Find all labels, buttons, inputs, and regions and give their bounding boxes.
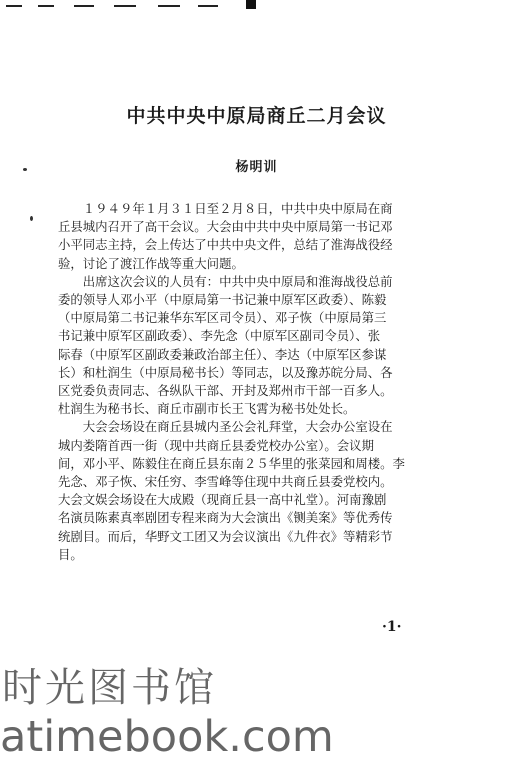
scan-speck bbox=[30, 216, 33, 221]
text-line: 大会文娱会场设在大成殿（现商丘县一高中礼堂）。河南豫剧 bbox=[58, 492, 387, 508]
border-dash bbox=[74, 5, 94, 7]
text-line: 小平同志主持，会上传达了中共中央文件，总结了淮海战役经 bbox=[58, 237, 393, 253]
paragraph bbox=[58, 200, 462, 273]
paragraph bbox=[58, 418, 462, 564]
text-line: 统剧目。而后，华野文工团又为会议演出《九件衣》等精彩节 bbox=[58, 528, 393, 544]
border-dash bbox=[158, 5, 180, 7]
text-line: 验，讨论了渡江作战等重大问题。 bbox=[58, 255, 244, 271]
text-line: 目。 bbox=[58, 546, 83, 562]
text-line: 间，邓小平、陈毅住在商丘县东南２５华里的张菜园和周楼。李 bbox=[58, 455, 405, 471]
text-line: 长）和杜润生（中原局秘书长）等同志，以及豫苏皖分局、各 bbox=[58, 364, 393, 380]
author-name: 杨明训 bbox=[235, 160, 278, 175]
text-line: 书记兼中原军区副政委）、李先念（中原军区副司令员）、张 bbox=[58, 328, 381, 344]
border-dash bbox=[198, 5, 218, 7]
text-line: 区党委负责同志、各纵队干部、开封及郑州市干部一百多人。 bbox=[58, 383, 393, 399]
article-title: 中共中央中原局商丘二月会议 bbox=[126, 105, 387, 127]
border-dash bbox=[114, 5, 136, 7]
text-line: 出席这次会议的人员有：中共中央中原局和淮海战役总前 bbox=[58, 273, 393, 289]
border-dash bbox=[6, 5, 22, 7]
text-line: 杜润生为秘书长、商丘市副市长王飞霄为秘书处处长。 bbox=[58, 401, 356, 417]
text-line: 先念、邓子恢、宋任穷、李雪峰等住现中共商丘县委党校内。 bbox=[58, 474, 393, 490]
text-line: 委的领导人邓小平（中原局第一书记兼中原军区政委）、陈毅 bbox=[58, 292, 387, 308]
text-line: １９４９年１月３１日至２月８日，中共中央中原局在商 bbox=[58, 201, 393, 216]
text-line: 城内娄隋首西一街（现中共商丘县委党校办公室）。会议期 bbox=[58, 437, 374, 453]
text-line: （中原局第二书记兼华东军区司令员）、邓子恢（中原局第三 bbox=[58, 310, 387, 326]
border-dash bbox=[38, 5, 54, 7]
scan-speck bbox=[23, 168, 27, 171]
article-body bbox=[58, 200, 462, 564]
paragraph bbox=[58, 273, 462, 419]
text-line: 大会会场设在商丘县城内圣公会礼拜堂，大会办公室设在 bbox=[58, 419, 393, 435]
scan-artifact bbox=[246, 0, 256, 9]
text-line: 名演员陈素真率剧团专程来商为大会演出《铡美案》等优秀传 bbox=[58, 510, 393, 526]
page-number: ·1· bbox=[382, 619, 402, 635]
watermark-url: atimebook.com bbox=[0, 712, 334, 762]
watermark-site-name: 时光图书馆 bbox=[2, 665, 217, 711]
text-line: 丘县城内召开了高干会议。大会由中共中央中原局第一书记邓 bbox=[58, 219, 393, 235]
text-line: 际春（中原军区副政委兼政治部主任）、李达（中原军区参谋 bbox=[58, 346, 387, 362]
top-border-marks bbox=[0, 0, 513, 14]
